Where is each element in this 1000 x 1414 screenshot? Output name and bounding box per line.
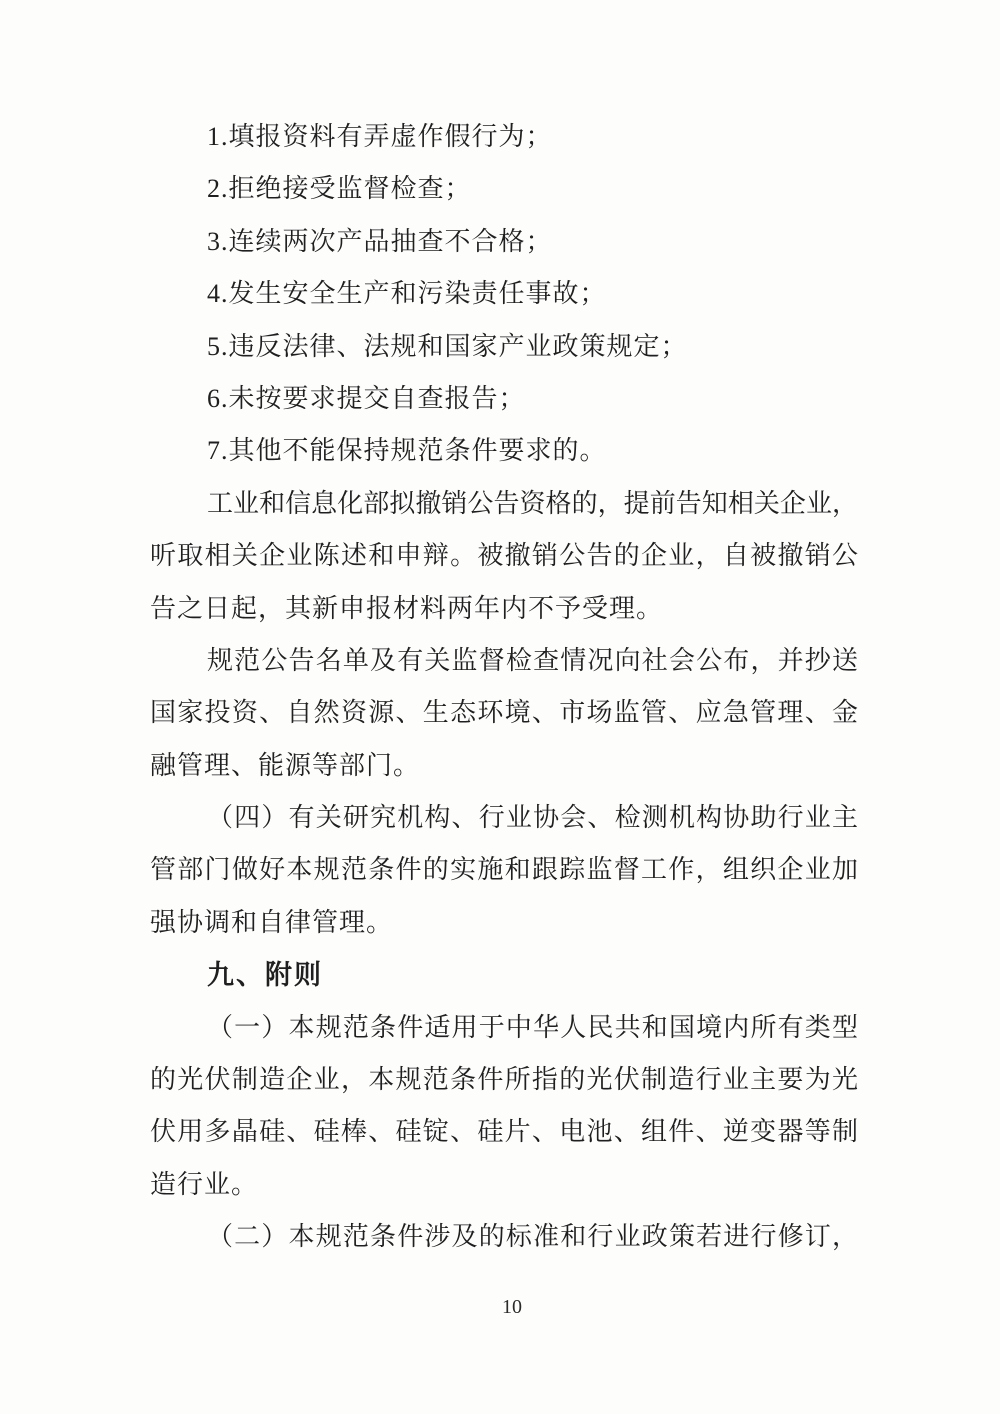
- page-number: 10: [502, 1296, 522, 1318]
- list-item-7: 7.其他不能保持规范条件要求的。: [207, 436, 607, 466]
- list-item-6: 6.未按要求提交自查报告；: [207, 383, 526, 413]
- paragraph-line: 强协调和自律管理。: [150, 907, 394, 937]
- paragraph-line: （四）有关研究机构、行业协会、检测机构协助行业主: [207, 803, 858, 833]
- paragraph-line: 造行业。: [150, 1169, 259, 1199]
- section-heading: 九、附则: [207, 960, 323, 991]
- paragraph-line: 伏用多晶硅、硅棒、硅锭、硅片、电池、组件、逆变器等制: [150, 1117, 858, 1147]
- paragraph-line: 告之日起，其新申报材料两年内不予受理。: [150, 593, 664, 623]
- paragraph-line: 的光伏制造企业，本规范条件所指的光伏制造行业主要为光: [150, 1065, 858, 1095]
- paragraph-line: 听取相关企业陈述和申辩。被撤销公告的企业，自被撤销公: [150, 541, 858, 571]
- list-item-3: 3.连续两次产品抽查不合格；: [207, 226, 553, 256]
- document-body: [150, 111, 858, 1264]
- list-item-2: 2.拒绝接受监督检查；: [207, 174, 472, 204]
- paragraph-line: 规范公告名单及有关监督检查情况向社会公布，并抄送: [207, 645, 858, 675]
- paragraph-line: 工业和信息化部拟撤销公告资格的，提前告知相关企业，: [207, 488, 858, 518]
- list-item-5: 5.违反法律、法规和国家产业政策规定；: [207, 331, 688, 361]
- list-item-4: 4.发生安全生产和污染责任事故；: [207, 279, 607, 309]
- paragraph-line: 国家投资、自然资源、生态环境、市场监管、应急管理、金: [150, 698, 858, 728]
- list-item-1: 1.填报资料有弄虚作假行为；: [207, 122, 553, 151]
- paragraph-line: 融管理、能源等部门。: [150, 750, 421, 780]
- paragraph-line: （二）本规范条件涉及的标准和行业政策若进行修订，: [207, 1222, 858, 1252]
- paragraph-line: （一）本规范条件适用于中华人民共和国境内所有类型: [207, 1012, 858, 1042]
- paragraph-line: 管部门做好本规范条件的实施和跟踪监督工作，组织企业加: [150, 855, 858, 885]
